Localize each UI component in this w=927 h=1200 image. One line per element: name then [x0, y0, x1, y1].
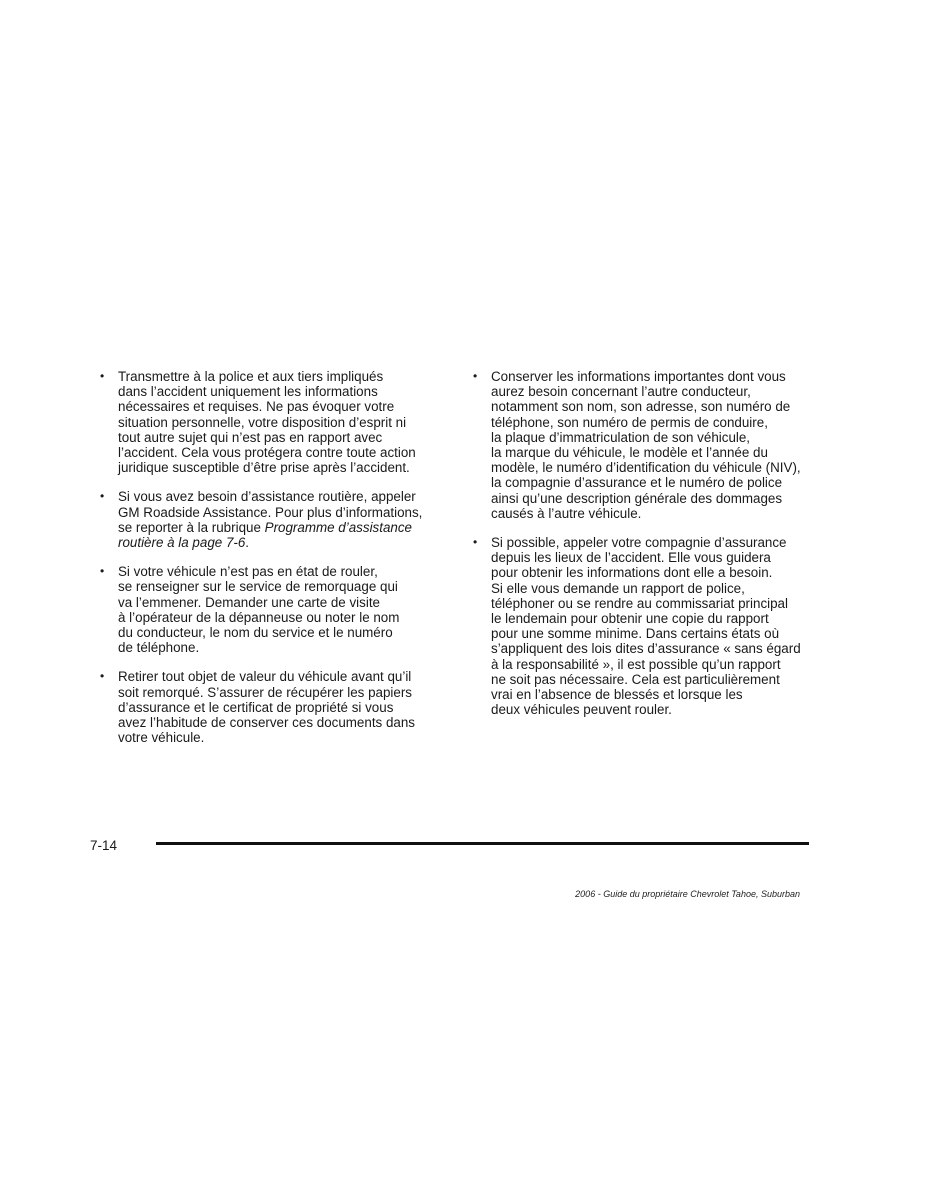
footer-text: 2006 - Guide du propriétaire Chevrolet Tahoe, Suburban — [575, 889, 800, 899]
text-line: s’appliquent des lois dites d’assurance « sans égard — [491, 641, 801, 657]
text-line: se renseigner sur le service de remorquage qui — [118, 579, 398, 595]
text-line: votre véhicule. — [118, 730, 205, 746]
text-line: de téléphone. — [118, 640, 200, 656]
list-item — [100, 489, 440, 550]
bullet-icon: • — [473, 535, 478, 550]
text-line: du conducteur, le nom du service et le numéro — [118, 625, 393, 641]
text-line: Si elle vous demande un rapport de police, — [491, 580, 745, 596]
text-line: l’accident. Cela vous protégera contre toute action — [118, 445, 416, 461]
page-divider — [156, 842, 809, 845]
left-column — [100, 369, 440, 759]
list-item — [473, 535, 813, 717]
cross-reference-link[interactable]: routière à la page 7-6 — [118, 535, 246, 551]
text-line: Retirer tout objet de valeur du véhicule avant qu’il — [118, 669, 412, 685]
text-line: tout autre sujet qui n’est pas en rapport avec — [118, 429, 383, 445]
text-line: nécessaires et requises. Ne pas évoquer votre — [118, 399, 395, 415]
text-line: pour une somme minime. Dans certains états où — [491, 626, 780, 642]
list-item — [100, 669, 440, 745]
text-line: Conserver les informations importantes dont vous — [491, 369, 786, 384]
bullet-icon: • — [100, 369, 105, 383]
text-line: Si possible, appeler votre compagnie d’assurance — [491, 535, 787, 551]
text-line: modèle, le numéro d’identification du véhicule (NIV), — [491, 460, 801, 476]
text-line: la plaque d’immatriculation de son véhicule, — [491, 429, 751, 445]
bullet-list-right — [473, 369, 813, 717]
text-line: téléphoner ou se rendre au commissariat principal — [491, 595, 788, 611]
text-line: notamment son nom, son adresse, son numéro de — [491, 399, 791, 415]
cross-reference-link[interactable]: Programme d’assistance — [264, 519, 412, 535]
bullet-icon: • — [100, 669, 105, 684]
text-line: Si vous avez besoin d’assistance routière, appeler — [118, 489, 416, 505]
bullet-icon: • — [473, 369, 478, 383]
text-line — [118, 535, 440, 550]
text-line: Transmettre à la police et aux tiers impliqués — [118, 369, 384, 384]
right-column — [473, 369, 813, 731]
list-item — [100, 369, 440, 475]
text-line: juridique susceptible d’être prise après l’accident. — [118, 460, 410, 476]
text-line: à l’opérateur de la dépanneuse ou noter le nom — [118, 609, 400, 625]
text-line: GM Roadside Assistance. Pour plus d’informations, — [118, 504, 423, 520]
text-line: vrai en l’absence de blessés et lorsque les — [491, 687, 743, 703]
text-line: la compagnie d’assurance et le numéro de police — [491, 475, 783, 491]
text-segment: . — [245, 535, 250, 551]
text-line: téléphone, son numéro de permis de conduire, — [491, 414, 768, 430]
text-line: la marque du véhicule, le modèle et l’année du — [491, 445, 768, 461]
text-line: à la responsabilité », il est possible qu’un rapport — [491, 656, 781, 672]
text-line: va l’emmener. Demander une carte de visite — [118, 594, 380, 610]
text-line: pour obtenir les informations dont elle a besoin. — [491, 565, 773, 581]
bullet-icon: • — [100, 489, 105, 504]
text-line: avez l’habitude de conserver ces documents dans — [118, 715, 416, 731]
text-line: dans l’accident uniquement les informations — [118, 384, 378, 400]
text-line: ainsi qu’une description générale des dommages — [491, 490, 783, 506]
bullet-icon: • — [100, 564, 105, 579]
page-number: 7-14 — [90, 838, 118, 853]
text-line: le lendemain pour obtenir une copie du rapport — [491, 611, 769, 627]
text-line: ne soit pas nécessaire. Cela est particulièrement — [491, 671, 780, 687]
bullet-list-left — [100, 369, 440, 745]
text-line: d’assurance et le certificat de propriété si vous — [118, 699, 394, 715]
list-item — [100, 564, 440, 655]
text-line: deux véhicules peuvent rouler. — [491, 702, 672, 718]
text-line: depuis les lieux de l’accident. Elle vous guidera — [491, 550, 771, 566]
text-line — [118, 520, 440, 535]
text-line: soit remorqué. S’assurer de récupérer les papiers — [118, 684, 412, 700]
text-line: aurez besoin concernant l’autre conducteur, — [491, 384, 751, 400]
list-item — [473, 369, 813, 521]
text-line: causés à l’autre véhicule. — [491, 505, 642, 521]
text-segment: se reporter à la rubrique — [118, 519, 265, 535]
text-line: Si votre véhicule n’est pas en état de rouler, — [118, 564, 378, 580]
text-line: situation personnelle, votre disposition d’esprit ni — [118, 414, 407, 430]
